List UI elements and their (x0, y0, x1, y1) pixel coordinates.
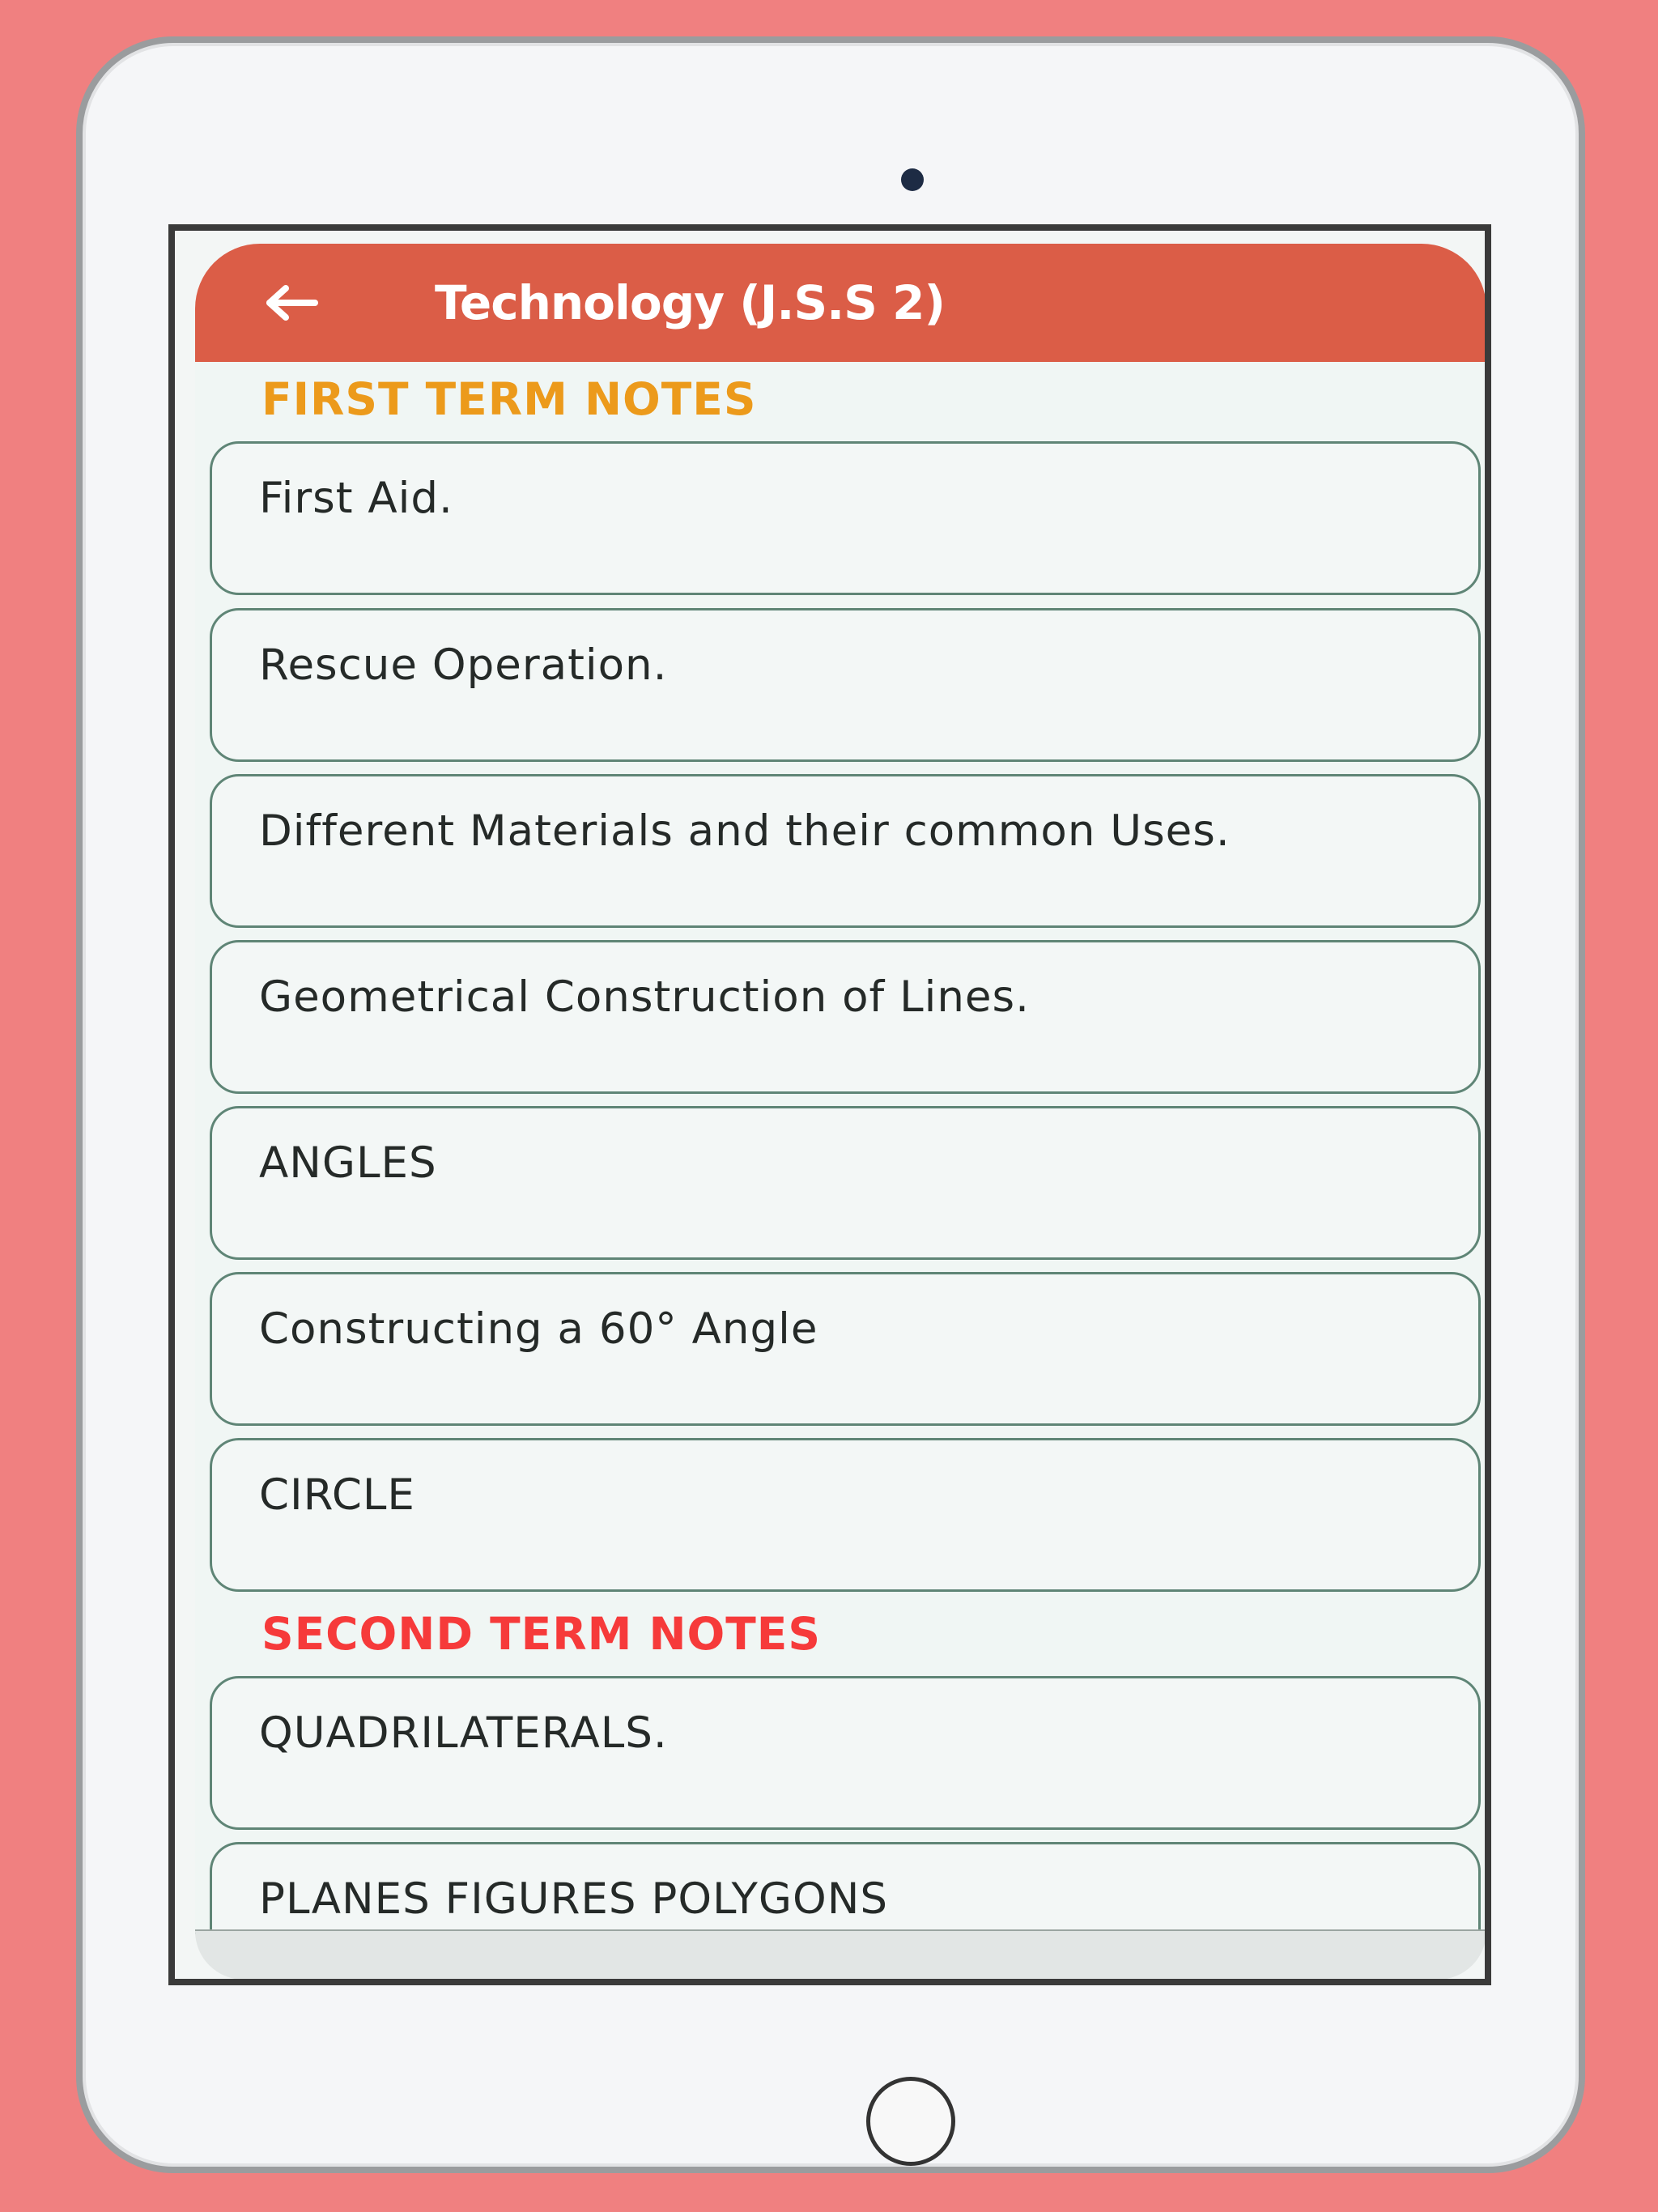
notes-list[interactable] (195, 362, 1485, 1931)
list-item[interactable] (210, 1842, 1481, 1931)
list-item[interactable] (210, 1438, 1481, 1592)
list-item-label: Geometrical Construction of Lines. (259, 972, 1030, 1022)
section-header-second-term: SECOND TERM NOTES (261, 1608, 821, 1660)
list-item-label: ANGLES (259, 1138, 437, 1188)
screen-bottom-edge (195, 1931, 1485, 1979)
list-item[interactable] (210, 940, 1481, 1094)
device-screen (168, 224, 1491, 1985)
list-item-label: Rescue Operation. (259, 640, 668, 690)
list-item-label: Constructing a 60° Angle (259, 1304, 818, 1354)
list-item[interactable] (210, 1676, 1481, 1830)
list-item-label: PLANES FIGURES POLYGONS (259, 1874, 888, 1924)
section-header-first-term: FIRST TERM NOTES (261, 373, 757, 425)
list-item[interactable] (210, 774, 1481, 928)
page-title: Technology (J.S.S 2) (435, 275, 946, 330)
list-item[interactable] (210, 441, 1481, 595)
list-item-label: CIRCLE (259, 1470, 415, 1520)
list-item-label: First Aid. (259, 474, 453, 523)
list-item[interactable] (210, 608, 1481, 762)
arrow-left-icon[interactable] (263, 284, 320, 321)
app-bar (195, 244, 1485, 362)
arrow-left-icon-svg (263, 284, 320, 321)
list-item[interactable] (210, 1106, 1481, 1260)
camera-icon (901, 168, 924, 191)
list-item[interactable] (210, 1272, 1481, 1426)
list-item-label: Different Materials and their common Uses. (259, 806, 1231, 856)
list-item-label: QUADRILATERALS. (259, 1708, 668, 1758)
home-button[interactable] (866, 2077, 955, 2166)
app-view (175, 231, 1485, 1979)
